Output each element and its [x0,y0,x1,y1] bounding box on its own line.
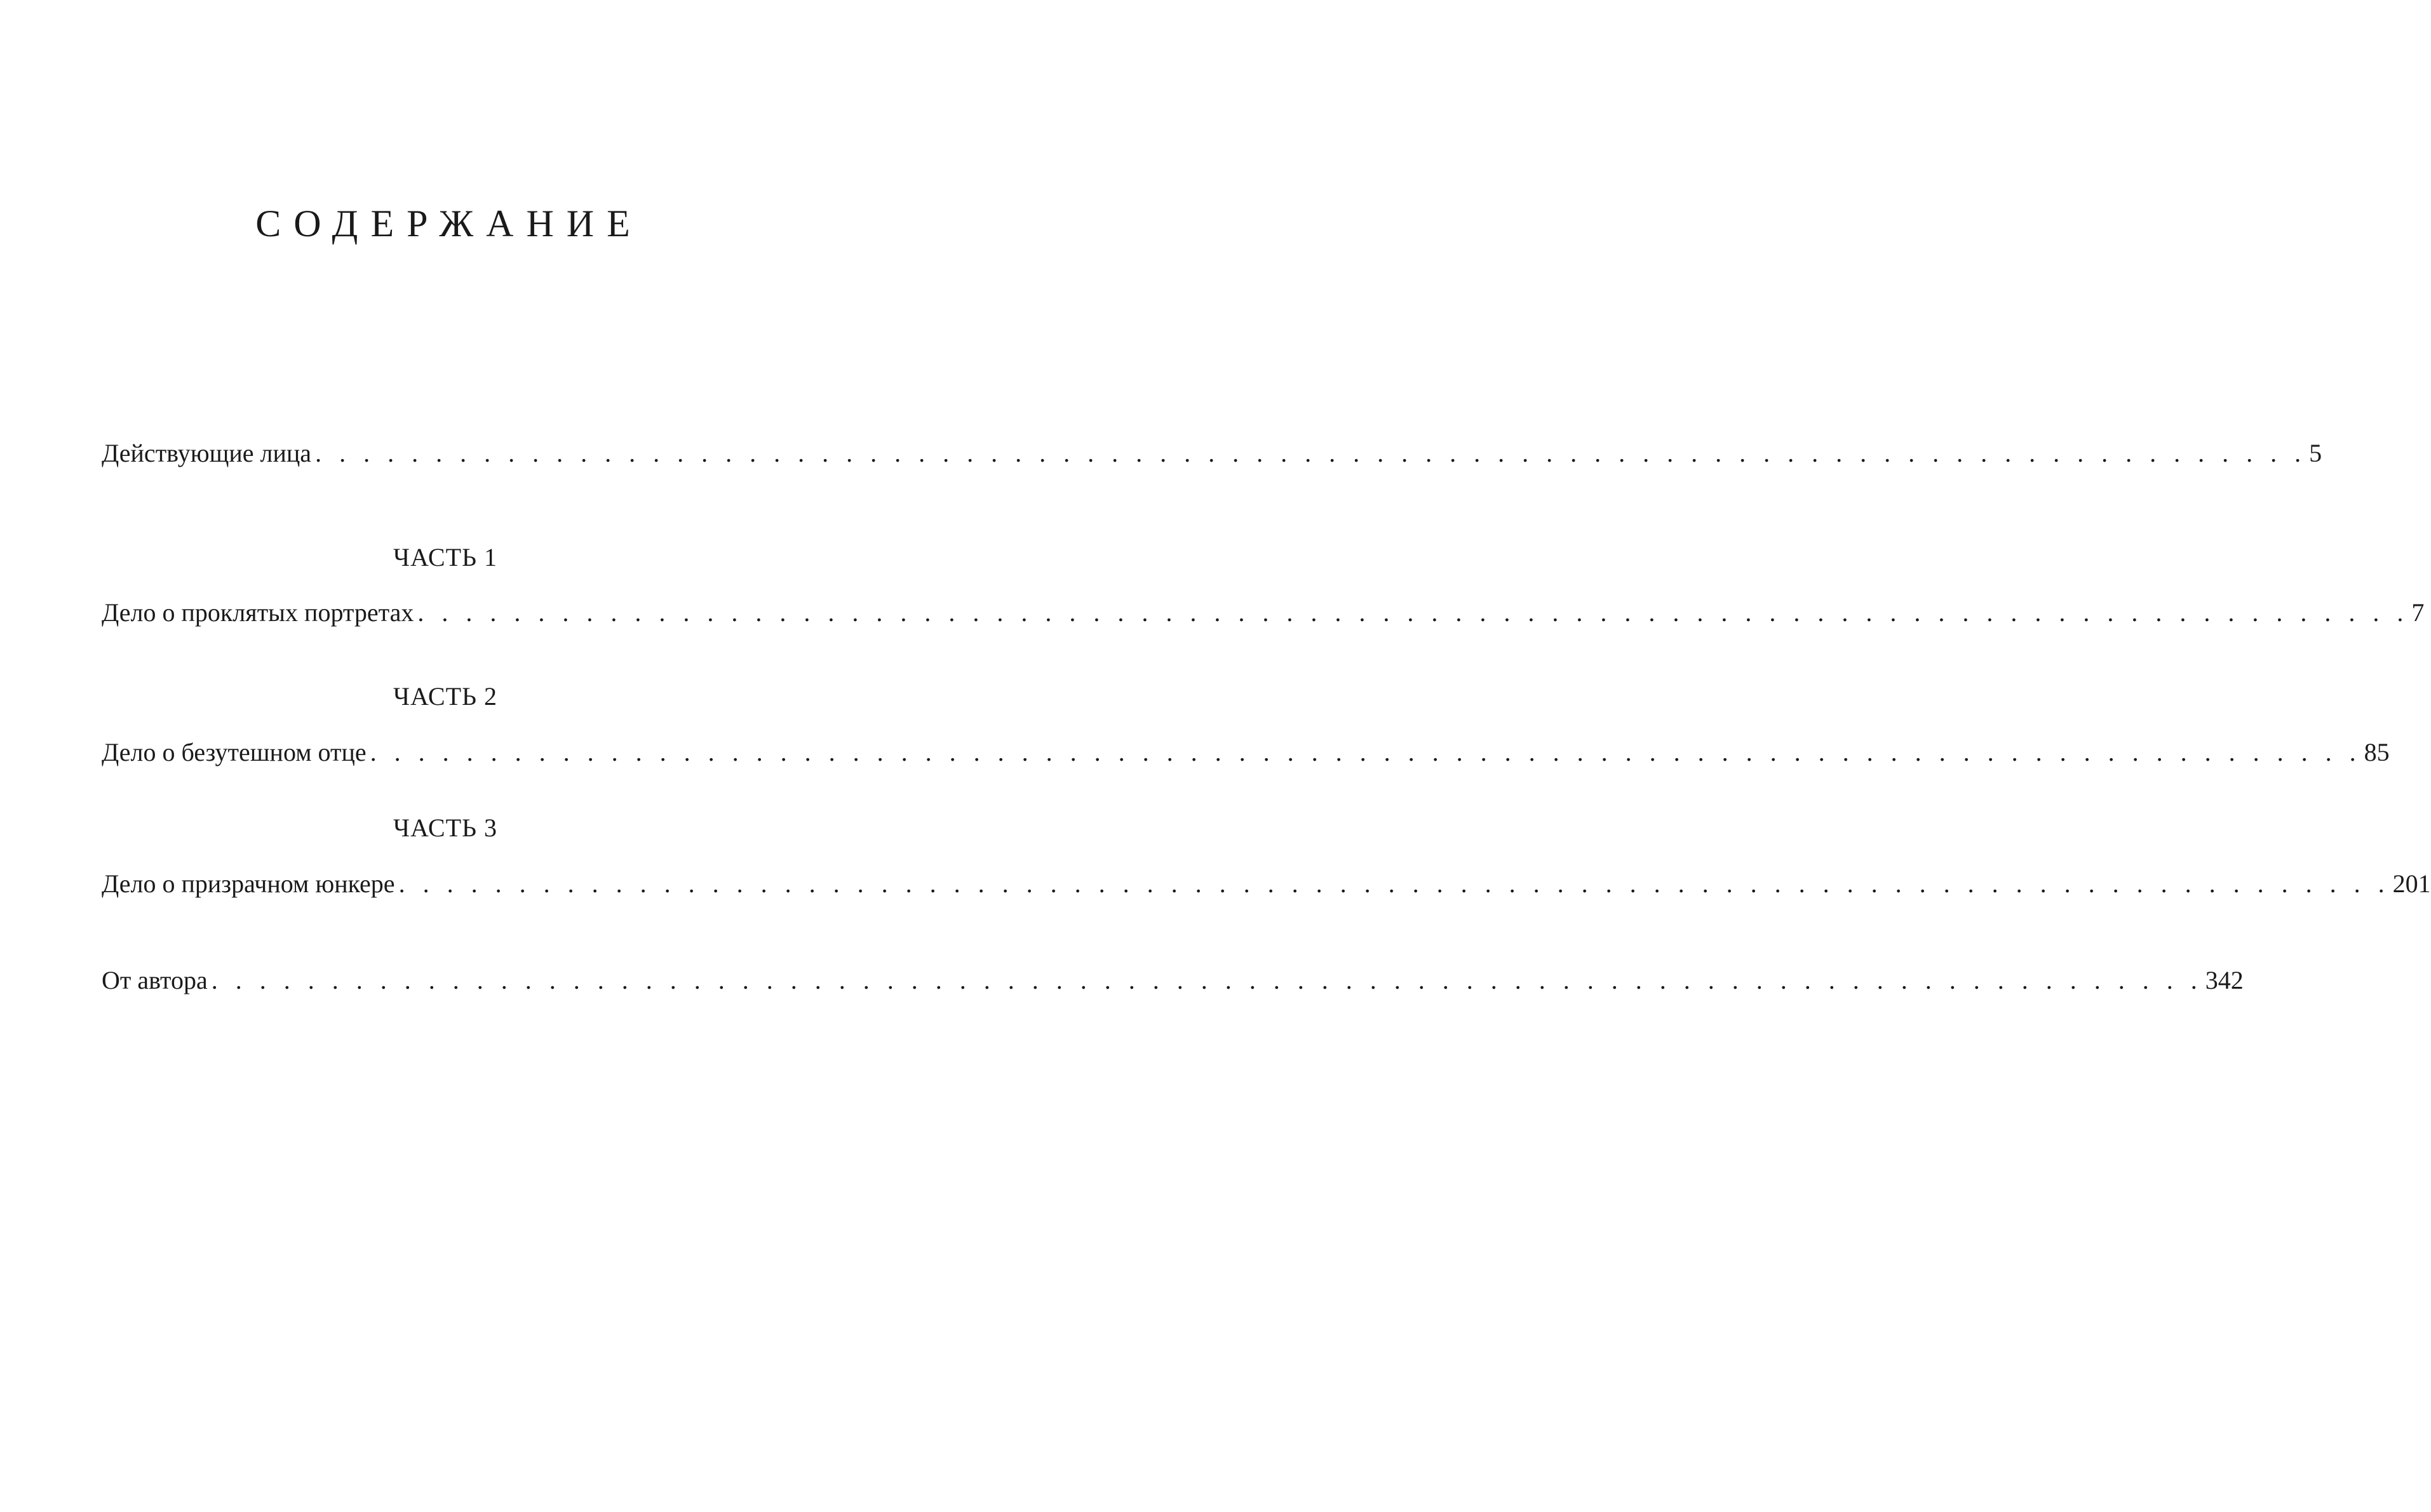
part-heading-2: ЧАСТЬ 2 [393,682,497,711]
part-heading-3: ЧАСТЬ 3 [393,813,497,842]
toc-entry-label: От автора [102,966,208,994]
part-heading-1: ЧАСТЬ 1 [393,543,497,572]
toc-entry-label: Действующие лица [102,439,312,467]
toc-entry-page-number: 5 [2309,439,2322,467]
dot-leader: . . . . . . . . . . . . . . . . . . . . . . . . . . . . . . . . . . . . . . . . . . . . . . . . . . . . . . . . . . . . . . . . . . . . . . . . . . . . . . . . . . . [417,598,2409,627]
toc-title: СОДЕРЖАНИЕ [255,203,643,244]
dot-leader: . . . . . . . . . . . . . . . . . . . . . . . . . . . . . . . . . . . . . . . . . . . . . . . . . . . . . . . . . . . . . . . . . . . . . . . . . . . . . . . . . . . [211,966,2203,994]
toc-entry-from-author [102,966,2244,994]
toc-entry-label: Дело о проклятых портретах [102,598,414,627]
toc-entry-characters [102,439,2322,467]
toc-entry-label: Дело о призрачном юнкере [102,869,395,898]
toc-entry-cursed-portraits [102,598,2425,627]
dot-leader: . . . . . . . . . . . . . . . . . . . . . . . . . . . . . . . . . . . . . . . . . . . . . . . . . . . . . . . . . . . . . . . . . . . . . . . . . . . . . . . . . . . [370,738,2362,766]
toc-entry-label: Дело о безутешном отце [102,738,367,766]
toc-entry-page-number: 7 [2411,598,2425,627]
toc-entry-ghostly-cadet [102,869,2431,898]
toc-entry-page-number: 201 [2392,869,2431,898]
toc-entry-page-number: 342 [2205,966,2244,994]
toc-entry-inconsolable-father [102,738,2390,766]
toc-entry-page-number: 85 [2364,738,2390,766]
dot-leader: . . . . . . . . . . . . . . . . . . . . . . . . . . . . . . . . . . . . . . . . . . . . . . . . . . . . . . . . . . . . . . . . . . . . . . . . . . . . . . . . . . . [315,439,2307,467]
dot-leader: . . . . . . . . . . . . . . . . . . . . . . . . . . . . . . . . . . . . . . . . . . . . . . . . . . . . . . . . . . . . . . . . . . . . . . . . . . . . . . . . . . . [398,869,2390,898]
